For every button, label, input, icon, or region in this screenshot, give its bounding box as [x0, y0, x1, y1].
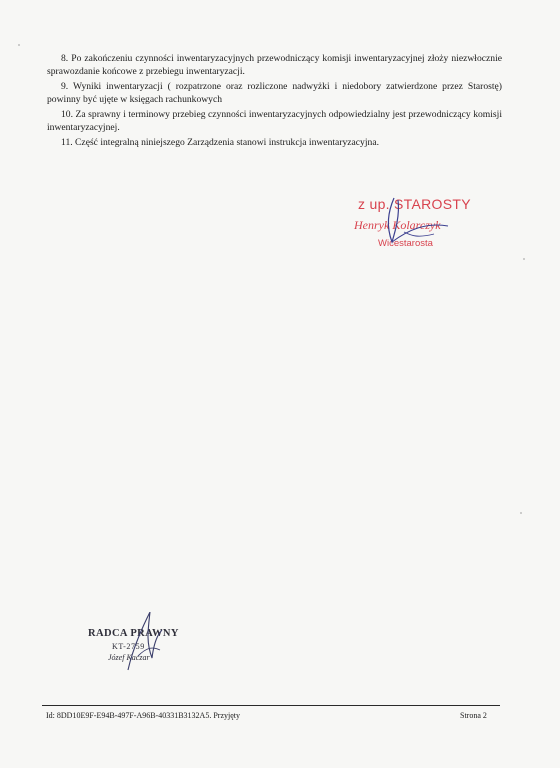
- handwritten-signature-icon: [348, 192, 488, 262]
- scan-speck: [520, 512, 522, 514]
- legal-stamp-name: Józef Kaczar: [108, 653, 150, 662]
- legal-stamp-number: KT-2759: [112, 642, 145, 651]
- paragraph-9: 9. Wyniki inwentaryzacji ( rozpatrzone oraz rozliczone nadwyżki i niedobory zatwierdzone przez Starostę) powinny być ujęte w księgach rachunkowych: [47, 81, 502, 105]
- document-id: Id: 8DD10E9F-E94B-497F-A96B-40331B3132A5. Przyjęty: [46, 711, 240, 720]
- paragraph-8: 8. Po zakończeniu czynności inwentaryzacyjnych przewodniczący komisji inwentaryzacyjnej złoży niezwłocznie sprawozdanie końcowe z przebiegu inwentaryzacji.: [47, 53, 502, 77]
- handwritten-initials-icon: [88, 612, 198, 672]
- stamp-title-line: Wicestarosta: [378, 238, 433, 249]
- stamp-authorization-line: z up. STAROSTY: [358, 196, 471, 212]
- paragraph-11: 11. Część integralną niniejszego Zarządzenia stanowi instrukcja inwentaryzacyjna.: [61, 137, 379, 148]
- footer-divider: [42, 705, 500, 706]
- scan-speck: [523, 258, 525, 260]
- scan-speck: [18, 44, 20, 46]
- starosta-signature-stamp: [348, 192, 488, 262]
- page-number: Strona 2: [460, 711, 487, 720]
- legal-advisor-stamp: [88, 612, 198, 672]
- paragraph-10: 10. Za sprawny i terminowy przebieg czynności inwentaryzacyjnych odpowiedzialny jest przewodniczący komisji inwentaryzacyjnej.: [47, 109, 502, 133]
- legal-stamp-title: RADCA PRAWNY: [88, 628, 179, 639]
- stamp-name-line: Henryk Kolarczyk: [354, 218, 441, 232]
